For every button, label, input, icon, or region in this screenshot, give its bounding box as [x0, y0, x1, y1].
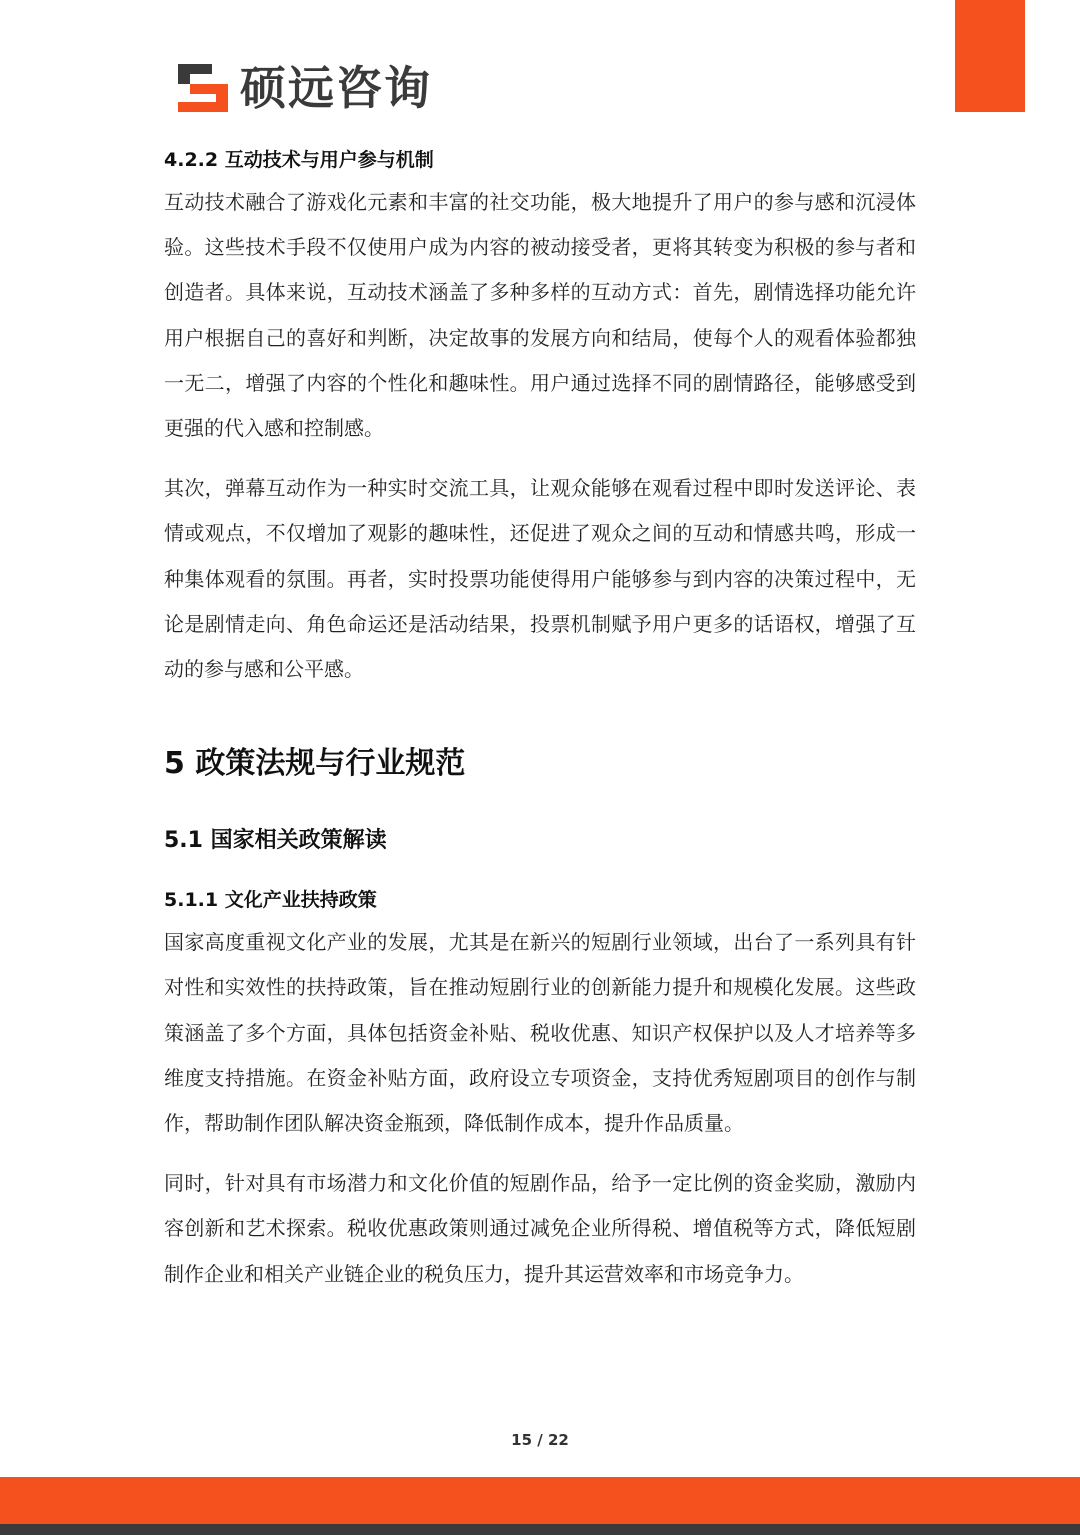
paragraph: 国家高度重视文化产业的发展，尤其是在新兴的短剧行业领域，出台了一系列具有针对性和实效性的扶持政策，旨在推动短剧行业的创新能力提升和规模化发展。这些政策涵盖了多个方面，具体包括资金补贴、税收优惠、知识产权保护以及人才培养等多维度支持措施。在资金补贴方面，政府设立专项资金，支持优秀短剧项目的创作与制作，帮助制作团队解决资金瓶颈，降低制作成本，提升作品质量。 — [164, 930, 916, 1136]
section-heading-4-2-2: 4.2.2 互动技术与用户参与机制 — [164, 149, 434, 171]
footer-dark-strip — [0, 1524, 1080, 1535]
document-body — [164, 140, 916, 1297]
chapter-heading-5: 5 政策法规与行业规范 — [164, 746, 466, 782]
paragraph: 其次，弹幕互动作为一种实时交流工具，让观众能够在观看过程中即时发送评论、表情或观点，不仅增加了观影的趣味性，还促进了观众之间的互动和情感共鸣，形成一种集体观看的氛围。再者，实时投票功能使得用户能够参与到内容的决策过程中，无论是剧情走向、角色命运还是活动结果，投票机制赋予用户更多的话语权，增强了互动的参与感和公平感。 — [164, 476, 916, 682]
paragraph: 互动技术融合了游戏化元素和丰富的社交功能，极大地提升了用户的参与感和沉浸体验。这些技术手段不仅使用户成为内容的被动接受者，更将其转变为积极的参与者和创造者。具体来说，互动技术涵盖了多种多样的互动方式：首先，剧情选择功能允许用户根据自己的喜好和判断，决定故事的发展方向和结局，使每个人的观看体验都独一无二，增强了内容的个性化和趣味性。用户通过选择不同的剧情路径，能够感受到更强的代入感和控制感。 — [164, 190, 916, 441]
logo-text: 硕远咨询 — [240, 61, 432, 115]
company-logo-icon — [176, 62, 230, 114]
section-heading-5-1: 5.1 国家相关政策解读 — [164, 828, 387, 854]
page-number: 15 / 22 — [511, 1431, 569, 1449]
header-logo — [176, 56, 432, 120]
corner-accent-block — [955, 0, 1025, 112]
section-heading-5-1-1: 5.1.1 文化产业扶持政策 — [164, 889, 377, 912]
footer-accent-bar — [0, 1477, 1080, 1524]
paragraph: 同时，针对具有市场潜力和文化价值的短剧作品，给予一定比例的资金奖励，激励内容创新和艺术探索。税收优惠政策则通过减免企业所得税、增值税等方式，降低短剧制作企业和相关产业链企业的税负压力，提升其运营效率和市场竞争力。 — [164, 1171, 916, 1286]
